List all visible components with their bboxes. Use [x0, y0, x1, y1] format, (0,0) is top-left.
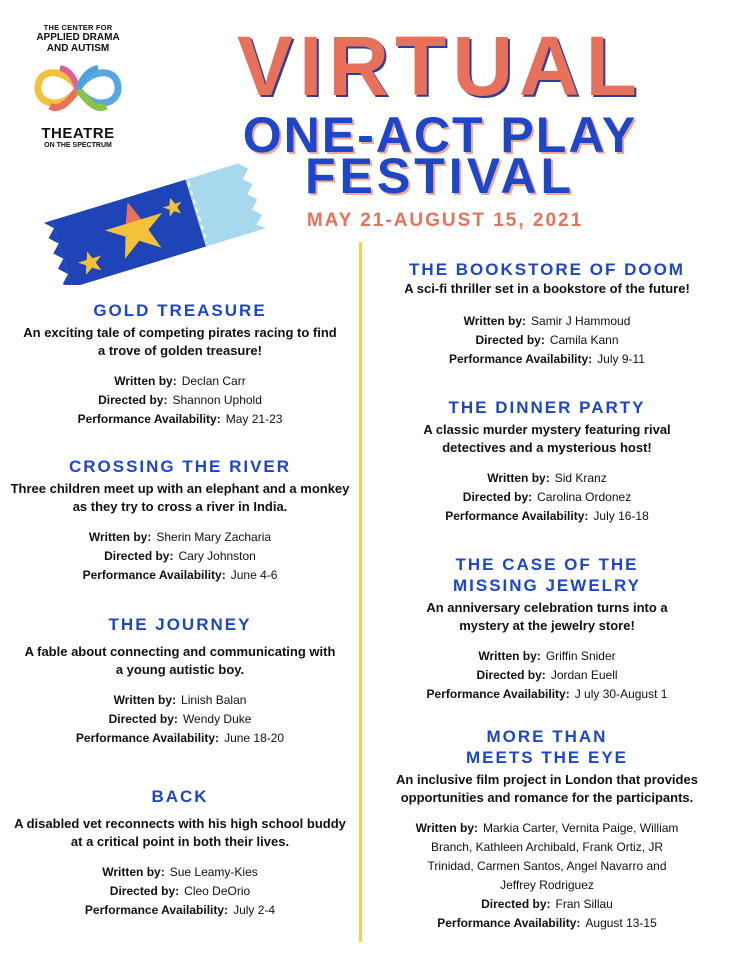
directed-label: Directed by:: [481, 897, 551, 911]
title-festival: FESTIVAL: [305, 148, 575, 204]
directed-label: Directed by:: [475, 333, 545, 347]
directed-by: Jordan Euell: [550, 668, 618, 682]
written-label: Written by:: [102, 865, 165, 879]
performance-availability: July 16-18: [593, 509, 649, 523]
written-by: Samir J Hammoud: [531, 314, 631, 328]
play-credits: [372, 312, 722, 369]
column-divider: [359, 242, 362, 942]
play-title: THE JOURNEY: [108, 615, 252, 634]
directed-label: Directed by:: [109, 884, 180, 898]
play-description: An inclusive film project in London that provides opportunities and romance for the participants.: [396, 772, 698, 805]
play-title: MORE THAN MEETS THE EYE: [465, 727, 629, 767]
written-by: Sherin Mary Zacharia: [156, 530, 272, 544]
play-credits: [10, 691, 350, 748]
logo-line-1: THE CENTER FOR: [43, 23, 113, 32]
performance-availability: July 9-11: [597, 352, 645, 366]
performance-availability: June 4-6: [230, 568, 278, 582]
logo-line-2: APPLIED DRAMA: [36, 32, 120, 43]
directed-label: Directed by:: [476, 668, 546, 682]
logo-theatre: THEATRE: [41, 125, 115, 142]
availability-label: Performance Availability:: [449, 352, 593, 366]
written-by: Sue Leamy-Kies: [169, 865, 258, 879]
play-credits: [10, 372, 350, 429]
play-description: A classic murder mystery featuring rival detectives and a mysterious host!: [423, 422, 671, 455]
play-credits: [10, 863, 350, 920]
written-label: Written by:: [487, 471, 550, 485]
availability-label: Performance Availability:: [77, 412, 221, 426]
performance-availability: July 2-4: [233, 903, 276, 917]
directed-label: Directed by:: [104, 549, 174, 563]
directed-by: Camila Kann: [549, 333, 619, 347]
written-label: Written by:: [415, 821, 479, 835]
directed-by: Cary Johnston: [178, 549, 256, 563]
directed-by: Shannon Uphold: [172, 393, 262, 407]
play-title: BACK: [151, 787, 209, 806]
directed-by: Cleo DeOrio: [184, 884, 251, 898]
play-description: A fable about connecting and communicating with a young autistic boy.: [24, 644, 336, 677]
logo-line-3: AND AUTISM: [46, 43, 110, 54]
organization-logo: [22, 24, 134, 150]
play-description: Three children meet up with an elephant and a monkey as they try to cross a river in India.: [10, 481, 350, 514]
play-back: [10, 786, 350, 920]
play-the-case-of-the-missing-jewelry: [372, 554, 722, 704]
performance-availability: June 18-20: [224, 731, 285, 745]
written-by: Declan Carr: [181, 374, 246, 388]
play-title: THE BOOKSTORE OF DOOM: [409, 260, 685, 279]
play-credits: [372, 647, 722, 704]
play-crossing-the-river: [10, 456, 350, 585]
play-description: An anniversary celebration turns into a mystery at the jewelry store!: [426, 600, 668, 633]
performance-availability: August 13-15: [585, 916, 657, 930]
infinity-heart-icon: [30, 56, 126, 122]
written-label: Written by:: [88, 530, 152, 544]
directed-by: Fran Sillau: [555, 897, 613, 911]
directed-label: Directed by:: [462, 490, 533, 504]
play-the-dinner-party: [372, 397, 722, 526]
written-label: Written by:: [114, 374, 177, 388]
play-the-journey: [10, 614, 350, 748]
written-by: Sid Kranz: [554, 471, 607, 485]
availability-label: Performance Availability:: [84, 903, 229, 917]
play-gold-treasure: [10, 300, 350, 429]
title-one-act-play: ONE-ACT PLAY: [242, 107, 638, 163]
availability-label: Performance Availability:: [82, 568, 226, 582]
written-label: Written by:: [463, 314, 527, 328]
play-title: CROSSING THE RIVER: [68, 457, 292, 476]
play-description: A sci-fi thriller set in a bookstore of the future!: [404, 281, 690, 296]
play-the-bookstore-of-doom: [372, 259, 722, 369]
written-by: Markia Carter, Vernita Paige, William Branch, Kathleen Archibald, Frank Ortiz, JR Trinidad, Carmen Santos, Angel Navarro and Jeffrey Rodriguez: [427, 821, 679, 892]
availability-label: Performance Availability:: [426, 687, 570, 701]
written-by: Linish Balan: [181, 693, 247, 707]
logo-subtitle: ON THE SPECTRUM: [44, 142, 112, 149]
performance-availability: May 21-23: [225, 412, 283, 426]
play-credits: [10, 528, 350, 585]
play-title: GOLD TREASURE: [93, 301, 267, 320]
performance-availability: J uly 30-August 1: [574, 687, 668, 701]
directed-by: Carolina Ordonez: [537, 490, 632, 504]
written-by: Griffin Snider: [545, 649, 616, 663]
play-title: THE DINNER PARTY: [448, 398, 646, 417]
festival-dates: MAY 21-AUGUST 15, 2021: [306, 210, 584, 231]
play-credits: [372, 469, 722, 526]
directed-label: Directed by:: [98, 393, 168, 407]
play-description: An exciting tale of competing pirates racing to find a trove of golden treasure!: [23, 325, 337, 358]
availability-label: Performance Availability:: [437, 916, 581, 930]
directed-label: Directed by:: [108, 712, 178, 726]
play-more-than-meets-the-eye: [372, 726, 722, 933]
directed-by: Wendy Duke: [182, 712, 252, 726]
written-label: Written by:: [478, 649, 541, 663]
written-label: Written by:: [113, 693, 177, 707]
play-title: THE CASE OF THE MISSING JEWELRY: [452, 555, 642, 595]
play-description: A disabled vet reconnects with his high school buddy at a critical point in both their lives.: [14, 816, 346, 849]
title-virtual: VIRTUAL: [237, 19, 643, 113]
play-credits: [372, 819, 722, 933]
availability-label: Performance Availability:: [75, 731, 220, 745]
availability-label: Performance Availability:: [445, 509, 589, 523]
